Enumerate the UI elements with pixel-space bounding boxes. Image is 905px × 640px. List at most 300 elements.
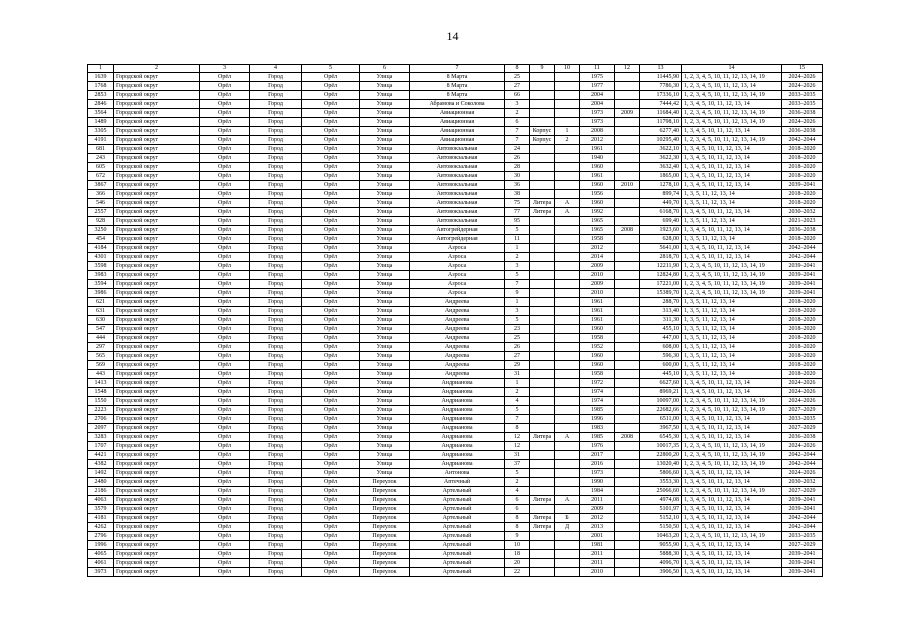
building-number-cell bbox=[555, 190, 580, 199]
build-year-cell: 1961 bbox=[580, 145, 615, 154]
area-cell: 6545,30 bbox=[640, 433, 682, 442]
municipality-cell: Орёл bbox=[200, 307, 250, 316]
settlement-cell: Орёл bbox=[302, 82, 360, 91]
repair-period-cell: 2042–2044 bbox=[782, 523, 823, 532]
street-name-cell: Автовокзальная bbox=[410, 181, 505, 190]
settlement-type-cell: Город bbox=[250, 307, 302, 316]
repair-period-cell: 2018–2020 bbox=[782, 172, 823, 181]
building-number-cell bbox=[555, 361, 580, 370]
settlement-type-cell: Город bbox=[250, 163, 302, 172]
record-id-cell: 2223 bbox=[88, 406, 114, 415]
settlement-type-cell: Город bbox=[250, 181, 302, 190]
settlement-cell: Орёл bbox=[302, 370, 360, 379]
street-name-cell: Автовокзальная bbox=[410, 190, 505, 199]
reconstruction-year-cell bbox=[615, 379, 640, 388]
municipality-cell: Орёл bbox=[200, 568, 250, 577]
municipality-cell: Орёл bbox=[200, 154, 250, 163]
house-number-cell: 30 bbox=[505, 172, 530, 181]
table-row bbox=[88, 280, 823, 289]
settlement-type-cell: Город bbox=[250, 118, 302, 127]
settlement-cell: Орёл bbox=[302, 460, 360, 469]
settlement-type-cell: Город bbox=[250, 244, 302, 253]
settlement-cell: Орёл bbox=[302, 550, 360, 559]
works-list-cell: 1, 3, 5, 11, 12, 13, 14 bbox=[682, 361, 782, 370]
table-body bbox=[88, 73, 823, 577]
municipality-cell: Орёл bbox=[200, 235, 250, 244]
building-type-cell bbox=[530, 271, 555, 280]
building-type-cell bbox=[530, 442, 555, 451]
street-type-cell: Улица bbox=[360, 460, 410, 469]
reconstruction-year-cell bbox=[615, 280, 640, 289]
settlement-cell: Орёл bbox=[302, 379, 360, 388]
record-id-cell: 4061 bbox=[88, 559, 114, 568]
street-type-cell: Улица bbox=[360, 442, 410, 451]
house-number-cell: 3 bbox=[505, 262, 530, 271]
municipality-type-cell: Городской округ bbox=[114, 253, 200, 262]
house-number-cell: 24 bbox=[505, 145, 530, 154]
street-type-cell: Улица bbox=[360, 325, 410, 334]
area-cell: 11445,90 bbox=[640, 73, 682, 82]
municipality-cell: Орёл bbox=[200, 388, 250, 397]
municipality-type-cell: Городской округ bbox=[114, 208, 200, 217]
area-cell: 447,00 bbox=[640, 334, 682, 343]
building-type-cell: Литера bbox=[530, 433, 555, 442]
repair-period-cell: 2039–2041 bbox=[782, 181, 823, 190]
table-row bbox=[88, 127, 823, 136]
area-cell: 5641,00 bbox=[640, 244, 682, 253]
works-list-cell: 1, 3, 5, 11, 12, 13, 14 bbox=[682, 298, 782, 307]
table-row bbox=[88, 433, 823, 442]
building-type-cell bbox=[530, 541, 555, 550]
municipality-cell: Орёл bbox=[200, 100, 250, 109]
reconstruction-year-cell bbox=[615, 514, 640, 523]
municipality-cell: Орёл bbox=[200, 442, 250, 451]
settlement-type-cell: Город bbox=[250, 271, 302, 280]
street-name-cell: Андреева bbox=[410, 370, 505, 379]
settlement-type-cell: Город bbox=[250, 226, 302, 235]
column-number-8: 8 bbox=[505, 65, 530, 73]
settlement-type-cell: Город bbox=[250, 298, 302, 307]
reconstruction-year-cell bbox=[615, 541, 640, 550]
building-number-cell: Б bbox=[555, 514, 580, 523]
reconstruction-year-cell bbox=[615, 73, 640, 82]
table-row bbox=[88, 172, 823, 181]
house-number-cell: 20 bbox=[505, 559, 530, 568]
table-row bbox=[88, 541, 823, 550]
reconstruction-year-cell bbox=[615, 460, 640, 469]
building-number-cell bbox=[555, 163, 580, 172]
settlement-cell: Орёл bbox=[302, 181, 360, 190]
municipality-type-cell: Городской округ bbox=[114, 496, 200, 505]
building-number-cell bbox=[555, 307, 580, 316]
settlement-type-cell: Город bbox=[250, 199, 302, 208]
municipality-cell: Орёл bbox=[200, 262, 250, 271]
municipality-type-cell: Городской округ bbox=[114, 226, 200, 235]
municipality-cell: Орёл bbox=[200, 316, 250, 325]
record-id-cell: 4181 bbox=[88, 514, 114, 523]
record-id-cell: 1996 bbox=[88, 541, 114, 550]
column-number-12: 12 bbox=[615, 65, 640, 73]
works-list-cell: 1, 3, 4, 5, 10, 11, 12, 13, 14 bbox=[682, 541, 782, 550]
repair-period-cell: 2018–2020 bbox=[782, 316, 823, 325]
repair-period-cell: 2039–2041 bbox=[782, 289, 823, 298]
building-number-cell: А bbox=[555, 208, 580, 217]
repair-period-cell: 2018–2020 bbox=[782, 325, 823, 334]
house-number-cell: 38 bbox=[505, 190, 530, 199]
record-id-cell: 3579 bbox=[88, 505, 114, 514]
municipality-type-cell: Городской округ bbox=[114, 109, 200, 118]
settlement-cell: Орёл bbox=[302, 280, 360, 289]
works-list-cell: 1, 3, 4, 5, 10, 11, 12, 13, 14 bbox=[682, 226, 782, 235]
municipality-cell: Орёл bbox=[200, 244, 250, 253]
settlement-type-cell: Город bbox=[250, 100, 302, 109]
works-list-cell: 1, 2, 3, 4, 5, 10, 11, 12, 13, 14, 19 bbox=[682, 136, 782, 145]
repair-period-cell: 2024–2026 bbox=[782, 388, 823, 397]
works-list-cell: 1, 2, 3, 4, 5, 10, 11, 12, 13, 14, 19 bbox=[682, 460, 782, 469]
area-cell: 4096,70 bbox=[640, 559, 682, 568]
reconstruction-year-cell bbox=[615, 244, 640, 253]
reconstruction-year-cell bbox=[615, 100, 640, 109]
record-id-cell: 2796 bbox=[88, 532, 114, 541]
area-cell: 5888,30 bbox=[640, 550, 682, 559]
record-id-cell: 4184 bbox=[88, 244, 114, 253]
works-list-cell: 1, 3, 4, 5, 10, 11, 12, 13, 14 bbox=[682, 505, 782, 514]
building-type-cell: Литера bbox=[530, 514, 555, 523]
table-row bbox=[88, 550, 823, 559]
settlement-cell: Орёл bbox=[302, 91, 360, 100]
municipality-cell: Орёл bbox=[200, 118, 250, 127]
settlement-cell: Орёл bbox=[302, 496, 360, 505]
municipality-type-cell: Городской округ bbox=[114, 550, 200, 559]
works-list-cell: 1, 2, 3, 4, 5, 10, 11, 12, 13, 14, 19 bbox=[682, 262, 782, 271]
municipality-cell: Орёл bbox=[200, 487, 250, 496]
build-year-cell: 1940 bbox=[580, 154, 615, 163]
street-type-cell: Улица bbox=[360, 82, 410, 91]
building-number-cell bbox=[555, 118, 580, 127]
reconstruction-year-cell bbox=[615, 289, 640, 298]
build-year-cell: 1960 bbox=[580, 325, 615, 334]
street-name-cell: Андрианова bbox=[410, 460, 505, 469]
build-year-cell: 1981 bbox=[580, 541, 615, 550]
works-list-cell: 1, 3, 5, 11, 12, 13, 14 bbox=[682, 190, 782, 199]
table-row bbox=[88, 388, 823, 397]
house-number-cell: 3 bbox=[505, 100, 530, 109]
settlement-cell: Орёл bbox=[302, 271, 360, 280]
repair-period-cell: 2018–2020 bbox=[782, 163, 823, 172]
reconstruction-year-cell bbox=[615, 190, 640, 199]
reconstruction-year-cell: 2009 bbox=[615, 109, 640, 118]
repair-period-cell: 2039–2041 bbox=[782, 559, 823, 568]
street-type-cell: Улица bbox=[360, 208, 410, 217]
reconstruction-year-cell: 2008 bbox=[615, 226, 640, 235]
repair-period-cell: 2030–2032 bbox=[782, 478, 823, 487]
build-year-cell: 1973 bbox=[580, 118, 615, 127]
build-year-cell: 1958 bbox=[580, 235, 615, 244]
house-number-cell: 25 bbox=[505, 73, 530, 82]
build-year-cell: 1990 bbox=[580, 478, 615, 487]
street-type-cell: Улица bbox=[360, 361, 410, 370]
street-type-cell: Улица bbox=[360, 217, 410, 226]
works-list-cell: 1, 3, 4, 5, 10, 11, 12, 13, 14 bbox=[682, 100, 782, 109]
reconstruction-year-cell bbox=[615, 271, 640, 280]
street-type-cell: Улица bbox=[360, 298, 410, 307]
street-name-cell: Автовокзальная bbox=[410, 154, 505, 163]
works-list-cell: 1, 3, 4, 5, 10, 11, 12, 13, 14 bbox=[682, 244, 782, 253]
area-cell: 10463,20 bbox=[640, 532, 682, 541]
building-number-cell bbox=[555, 343, 580, 352]
street-name-cell: Авиационная bbox=[410, 127, 505, 136]
municipality-cell: Орёл bbox=[200, 352, 250, 361]
municipality-cell: Орёл bbox=[200, 397, 250, 406]
building-number-cell bbox=[555, 451, 580, 460]
municipality-cell: Орёл bbox=[200, 181, 250, 190]
build-year-cell: 2004 bbox=[580, 100, 615, 109]
table-row bbox=[88, 442, 823, 451]
municipality-cell: Орёл bbox=[200, 190, 250, 199]
reconstruction-year-cell bbox=[615, 235, 640, 244]
municipality-type-cell: Городской округ bbox=[114, 127, 200, 136]
area-cell: 3622,30 bbox=[640, 154, 682, 163]
works-list-cell: 1, 3, 4, 5, 10, 11, 12, 13, 14 bbox=[682, 172, 782, 181]
municipality-type-cell: Городской округ bbox=[114, 298, 200, 307]
record-id-cell: 2097 bbox=[88, 424, 114, 433]
build-year-cell: 2011 bbox=[580, 496, 615, 505]
street-name-cell: Андреева bbox=[410, 325, 505, 334]
municipality-cell: Орёл bbox=[200, 343, 250, 352]
area-cell: 10097,00 bbox=[640, 397, 682, 406]
table-row bbox=[88, 199, 823, 208]
record-id-cell: 1550 bbox=[88, 397, 114, 406]
area-cell: 13020,40 bbox=[640, 460, 682, 469]
settlement-type-cell: Город bbox=[250, 559, 302, 568]
area-cell: 600,00 bbox=[640, 361, 682, 370]
house-number-cell: 6 bbox=[505, 496, 530, 505]
table-row bbox=[88, 532, 823, 541]
settlement-type-cell: Город bbox=[250, 568, 302, 577]
settlement-cell: Орёл bbox=[302, 208, 360, 217]
house-number-cell: 6 bbox=[505, 505, 530, 514]
municipality-cell: Орёл bbox=[200, 226, 250, 235]
table-row bbox=[88, 208, 823, 217]
record-id-cell: 621 bbox=[88, 298, 114, 307]
table-row bbox=[88, 253, 823, 262]
settlement-cell: Орёл bbox=[302, 343, 360, 352]
settlement-cell: Орёл bbox=[302, 73, 360, 82]
repair-period-cell: 2033–2035 bbox=[782, 91, 823, 100]
works-list-cell: 1, 3, 4, 5, 10, 11, 12, 13, 14 bbox=[682, 388, 782, 397]
settlement-type-cell: Город bbox=[250, 145, 302, 154]
build-year-cell: 2013 bbox=[580, 523, 615, 532]
works-list-cell: 1, 3, 4, 5, 10, 11, 12, 13, 14 bbox=[682, 424, 782, 433]
table-row bbox=[88, 415, 823, 424]
municipality-type-cell: Городской округ bbox=[114, 352, 200, 361]
street-name-cell: Андреева bbox=[410, 298, 505, 307]
municipality-type-cell: Городской округ bbox=[114, 523, 200, 532]
reconstruction-year-cell bbox=[615, 172, 640, 181]
street-type-cell: Переулок bbox=[360, 496, 410, 505]
street-type-cell: Улица bbox=[360, 343, 410, 352]
column-number-4: 4 bbox=[250, 65, 302, 73]
build-year-cell: 1972 bbox=[580, 379, 615, 388]
works-list-cell: 1, 3, 5, 11, 12, 13, 14 bbox=[682, 316, 782, 325]
reconstruction-year-cell bbox=[615, 343, 640, 352]
house-number-cell: 2 bbox=[505, 109, 530, 118]
street-type-cell: Улица bbox=[360, 397, 410, 406]
house-number-cell: 29 bbox=[505, 361, 530, 370]
area-cell: 12824,80 bbox=[640, 271, 682, 280]
street-type-cell: Улица bbox=[360, 469, 410, 478]
reconstruction-year-cell bbox=[615, 415, 640, 424]
works-list-cell: 1, 3, 4, 5, 10, 11, 12, 13, 14 bbox=[682, 145, 782, 154]
settlement-type-cell: Город bbox=[250, 253, 302, 262]
table-row bbox=[88, 370, 823, 379]
table-row bbox=[88, 334, 823, 343]
reconstruction-year-cell bbox=[615, 154, 640, 163]
municipality-type-cell: Городской округ bbox=[114, 370, 200, 379]
record-id-cell: 1492 bbox=[88, 469, 114, 478]
street-name-cell: Андрианова bbox=[410, 379, 505, 388]
reconstruction-year-cell bbox=[615, 388, 640, 397]
building-number-cell bbox=[555, 397, 580, 406]
building-number-cell bbox=[555, 559, 580, 568]
reconstruction-year-cell bbox=[615, 478, 640, 487]
building-number-cell bbox=[555, 568, 580, 577]
repair-period-cell: 2024–2026 bbox=[782, 469, 823, 478]
municipality-type-cell: Городской округ bbox=[114, 244, 200, 253]
settlement-cell: Орёл bbox=[302, 568, 360, 577]
column-number-15: 15 bbox=[782, 65, 823, 73]
municipality-type-cell: Городской округ bbox=[114, 262, 200, 271]
building-type-cell bbox=[530, 298, 555, 307]
repair-period-cell: 2036–2038 bbox=[782, 226, 823, 235]
street-name-cell: Андрианова bbox=[410, 415, 505, 424]
municipality-type-cell: Городской округ bbox=[114, 145, 200, 154]
area-cell: 15389,70 bbox=[640, 289, 682, 298]
table-row bbox=[88, 271, 823, 280]
building-type-cell bbox=[530, 478, 555, 487]
settlement-cell: Орёл bbox=[302, 541, 360, 550]
building-type-cell bbox=[530, 154, 555, 163]
building-number-cell bbox=[555, 460, 580, 469]
street-type-cell: Улица bbox=[360, 172, 410, 181]
municipality-type-cell: Городской округ bbox=[114, 325, 200, 334]
municipality-type-cell: Городской округ bbox=[114, 181, 200, 190]
area-cell: 455,10 bbox=[640, 325, 682, 334]
record-id-cell: 605 bbox=[88, 163, 114, 172]
repair-period-cell: 2018–2020 bbox=[782, 199, 823, 208]
building-number-cell bbox=[555, 424, 580, 433]
street-type-cell: Улица bbox=[360, 271, 410, 280]
house-number-cell: 26 bbox=[505, 343, 530, 352]
street-name-cell: Андреева bbox=[410, 352, 505, 361]
settlement-type-cell: Город bbox=[250, 154, 302, 163]
house-number-cell: 27 bbox=[505, 352, 530, 361]
works-list-cell: 1, 3, 4, 5, 10, 11, 12, 13, 14 bbox=[682, 469, 782, 478]
house-number-cell: 75 bbox=[505, 199, 530, 208]
municipality-type-cell: Городской округ bbox=[114, 568, 200, 577]
street-name-cell: 8 Марта bbox=[410, 82, 505, 91]
record-id-cell: 3250 bbox=[88, 226, 114, 235]
municipality-type-cell: Городской округ bbox=[114, 82, 200, 91]
reconstruction-year-cell bbox=[615, 208, 640, 217]
street-type-cell: Улица bbox=[360, 379, 410, 388]
house-number-cell: 1 bbox=[505, 298, 530, 307]
reconstruction-year-cell bbox=[615, 523, 640, 532]
house-number-cell: 27 bbox=[505, 82, 530, 91]
street-name-cell: Азроса bbox=[410, 289, 505, 298]
settlement-cell: Орёл bbox=[302, 559, 360, 568]
works-list-cell: 1, 3, 5, 11, 12, 13, 14 bbox=[682, 325, 782, 334]
build-year-cell: 1974 bbox=[580, 388, 615, 397]
building-number-cell bbox=[555, 415, 580, 424]
works-list-cell: 1, 3, 4, 5, 10, 11, 12, 13, 14 bbox=[682, 415, 782, 424]
municipality-type-cell: Городской округ bbox=[114, 532, 200, 541]
municipality-type-cell: Городской округ bbox=[114, 316, 200, 325]
municipality-cell: Орёл bbox=[200, 325, 250, 334]
repair-period-cell: 2039–2041 bbox=[782, 496, 823, 505]
build-year-cell: 2010 bbox=[580, 271, 615, 280]
municipality-cell: Орёл bbox=[200, 433, 250, 442]
record-id-cell: 3283 bbox=[88, 433, 114, 442]
settlement-cell: Орёл bbox=[302, 298, 360, 307]
settlement-cell: Орёл bbox=[302, 415, 360, 424]
reconstruction-year-cell bbox=[615, 136, 640, 145]
street-type-cell: Переулок bbox=[360, 559, 410, 568]
municipality-cell: Орёл bbox=[200, 73, 250, 82]
settlement-type-cell: Город bbox=[250, 523, 302, 532]
area-cell: 311,30 bbox=[640, 316, 682, 325]
street-name-cell: Авиационная bbox=[410, 136, 505, 145]
settlement-cell: Орёл bbox=[302, 244, 360, 253]
building-type-cell bbox=[530, 262, 555, 271]
reconstruction-year-cell bbox=[615, 370, 640, 379]
table-row bbox=[88, 289, 823, 298]
street-name-cell: Андрианова bbox=[410, 397, 505, 406]
street-name-cell: Авиационная bbox=[410, 118, 505, 127]
settlement-cell: Орёл bbox=[302, 163, 360, 172]
works-list-cell: 1, 3, 5, 11, 12, 13, 14 bbox=[682, 352, 782, 361]
house-number-cell: 8 bbox=[505, 523, 530, 532]
street-type-cell: Улица bbox=[360, 406, 410, 415]
building-number-cell bbox=[555, 352, 580, 361]
building-number-cell bbox=[555, 325, 580, 334]
area-cell: 12211,90 bbox=[640, 262, 682, 271]
building-type-cell bbox=[530, 361, 555, 370]
works-list-cell: 1, 3, 4, 5, 10, 11, 12, 13, 14 bbox=[682, 496, 782, 505]
settlement-type-cell: Город bbox=[250, 496, 302, 505]
repair-period-cell: 2018–2020 bbox=[782, 298, 823, 307]
municipality-cell: Орёл bbox=[200, 172, 250, 181]
area-cell: 288,70 bbox=[640, 298, 682, 307]
house-number-cell: 31 bbox=[505, 451, 530, 460]
area-cell: 3553,30 bbox=[640, 478, 682, 487]
street-type-cell: Переулок bbox=[360, 505, 410, 514]
build-year-cell: 2001 bbox=[580, 532, 615, 541]
building-type-cell: Корпус bbox=[530, 127, 555, 136]
build-year-cell: 1992 bbox=[580, 208, 615, 217]
reconstruction-year-cell bbox=[615, 82, 640, 91]
house-number-cell: 5 bbox=[505, 469, 530, 478]
building-number-cell bbox=[555, 406, 580, 415]
repair-period-cell: 2042–2044 bbox=[782, 253, 823, 262]
street-name-cell: Азроса bbox=[410, 244, 505, 253]
building-number-cell bbox=[555, 469, 580, 478]
municipality-cell: Орёл bbox=[200, 406, 250, 415]
record-id-cell: 565 bbox=[88, 352, 114, 361]
record-id-cell: 297 bbox=[88, 343, 114, 352]
works-list-cell: 1, 2, 3, 4, 5, 10, 11, 12, 13, 14, 19 bbox=[682, 451, 782, 460]
street-type-cell: Улица bbox=[360, 451, 410, 460]
